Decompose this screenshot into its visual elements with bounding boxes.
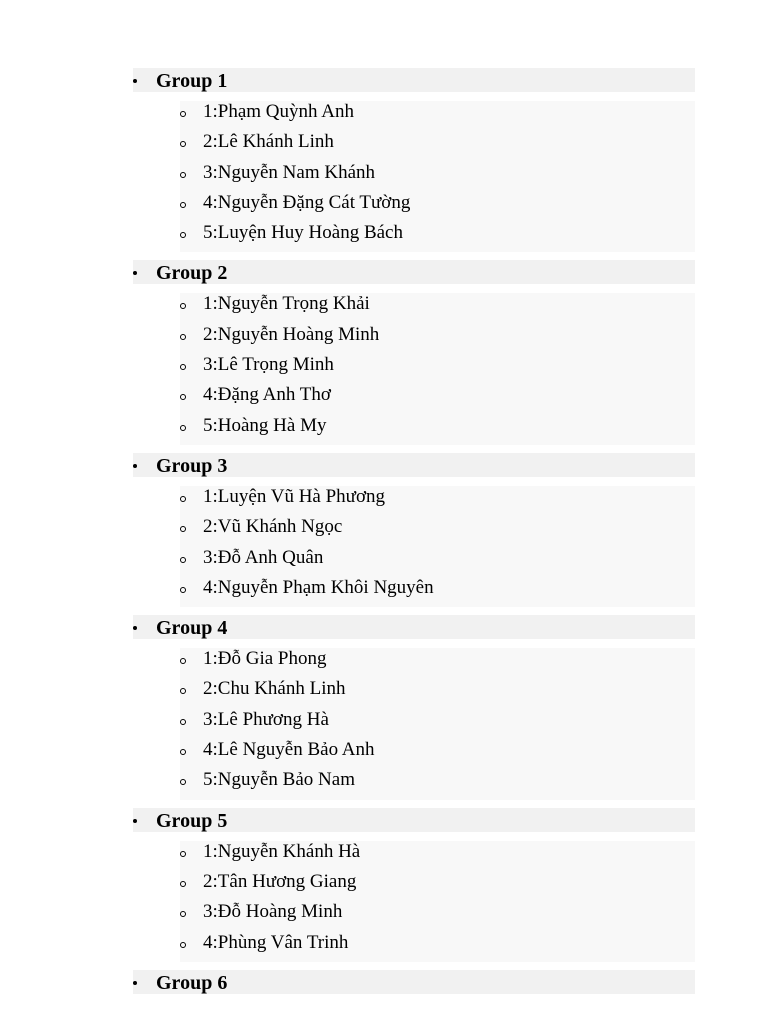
member-name: 1:Đỗ Gia Phong xyxy=(203,648,327,670)
circle-bullet-icon xyxy=(180,779,186,785)
group-header xyxy=(133,808,695,832)
member-item xyxy=(180,547,695,577)
member-name: 2:Tân Hương Giang xyxy=(203,870,357,892)
member-name: 1:Luyện Vũ Hà Phương xyxy=(203,485,386,507)
circle-bullet-icon xyxy=(180,942,186,948)
group-title: Group 5 xyxy=(156,809,228,832)
circle-bullet-icon xyxy=(180,658,186,664)
bullet-icon xyxy=(133,626,137,630)
member-list xyxy=(180,293,695,444)
member-list xyxy=(180,648,695,799)
member-name: 3:Đỗ Hoàng Minh xyxy=(203,901,343,923)
member-name: 5:Luyện Huy Hoàng Bách xyxy=(203,222,403,244)
circle-bullet-icon xyxy=(180,172,186,178)
member-item xyxy=(180,932,695,962)
member-item xyxy=(180,516,695,546)
circle-bullet-icon xyxy=(180,111,186,117)
member-item xyxy=(180,709,695,739)
circle-bullet-icon xyxy=(180,557,186,563)
circle-bullet-icon xyxy=(180,303,186,309)
circle-bullet-icon xyxy=(180,425,186,431)
group-header xyxy=(133,615,695,639)
member-item xyxy=(180,222,695,252)
member-item xyxy=(180,415,695,445)
member-name: 4:Đặng Anh Thơ xyxy=(203,384,331,406)
member-item xyxy=(180,162,695,192)
member-name: 1:Phạm Quỳnh Anh xyxy=(203,101,354,122)
member-item xyxy=(180,192,695,222)
circle-bullet-icon xyxy=(180,364,186,370)
member-item xyxy=(180,324,695,354)
bullet-icon xyxy=(133,981,137,985)
member-item xyxy=(180,901,695,931)
member-item xyxy=(180,486,695,516)
member-name: 1:Nguyễn Trọng Khải xyxy=(203,293,370,315)
member-name: 1:Nguyễn Khánh Hà xyxy=(203,840,361,862)
member-item xyxy=(180,131,695,161)
member-list xyxy=(180,486,695,607)
bullet-icon xyxy=(133,79,137,83)
member-name: 5:Nguyễn Bảo Nam xyxy=(203,769,355,791)
circle-bullet-icon xyxy=(180,232,186,238)
circle-bullet-icon xyxy=(180,851,186,857)
member-name: 5:Hoàng Hà My xyxy=(203,414,327,436)
circle-bullet-icon xyxy=(180,334,186,340)
member-name: 3:Lê Trọng Minh xyxy=(203,354,334,376)
member-item xyxy=(180,769,695,799)
group-list xyxy=(133,68,695,1003)
member-name: 2:Lê Khánh Linh xyxy=(203,131,334,153)
member-name: 3:Lê Phương Hà xyxy=(203,708,329,730)
member-list xyxy=(180,841,695,962)
member-name: 2:Nguyễn Hoàng Minh xyxy=(203,323,380,345)
member-item xyxy=(180,577,695,607)
circle-bullet-icon xyxy=(180,911,186,917)
circle-bullet-icon xyxy=(180,881,186,887)
bullet-icon xyxy=(133,271,137,275)
group-header xyxy=(133,260,695,284)
member-name: 4:Nguyễn Phạm Khôi Nguyên xyxy=(203,576,434,598)
member-name: 4:Lê Nguyễn Bảo Anh xyxy=(203,739,375,761)
member-item xyxy=(180,101,695,131)
group-title: Group 3 xyxy=(156,454,228,477)
member-name: 4:Phùng Vân Trinh xyxy=(203,931,349,953)
member-name: 2:Chu Khánh Linh xyxy=(203,678,346,700)
circle-bullet-icon xyxy=(180,749,186,755)
member-item xyxy=(180,678,695,708)
member-item xyxy=(180,841,695,871)
circle-bullet-icon xyxy=(180,719,186,725)
circle-bullet-icon xyxy=(180,202,186,208)
circle-bullet-icon xyxy=(180,688,186,694)
bullet-icon xyxy=(133,464,137,468)
member-name: 3:Nguyễn Nam Khánh xyxy=(203,161,376,183)
member-name: 2:Vũ Khánh Ngọc xyxy=(203,516,343,538)
group-header xyxy=(133,68,695,92)
circle-bullet-icon xyxy=(180,496,186,502)
group-header xyxy=(133,453,695,477)
member-item xyxy=(180,384,695,414)
member-item xyxy=(180,293,695,323)
member-name: 3:Đỗ Anh Quân xyxy=(203,546,324,568)
member-item xyxy=(180,871,695,901)
group-title: Group 1 xyxy=(156,70,228,92)
member-item xyxy=(180,648,695,678)
group-title: Group 4 xyxy=(156,617,228,640)
group-title: Group 2 xyxy=(156,262,228,285)
group-title: Group 6 xyxy=(156,971,228,994)
circle-bullet-icon xyxy=(180,141,186,147)
member-list xyxy=(180,101,695,252)
circle-bullet-icon xyxy=(180,526,186,532)
circle-bullet-icon xyxy=(180,587,186,593)
circle-bullet-icon xyxy=(180,394,186,400)
member-item xyxy=(180,354,695,384)
member-item xyxy=(180,739,695,769)
member-name: 4:Nguyễn Đặng Cát Tường xyxy=(203,191,411,213)
bullet-icon xyxy=(133,819,137,823)
group-header xyxy=(133,970,695,994)
